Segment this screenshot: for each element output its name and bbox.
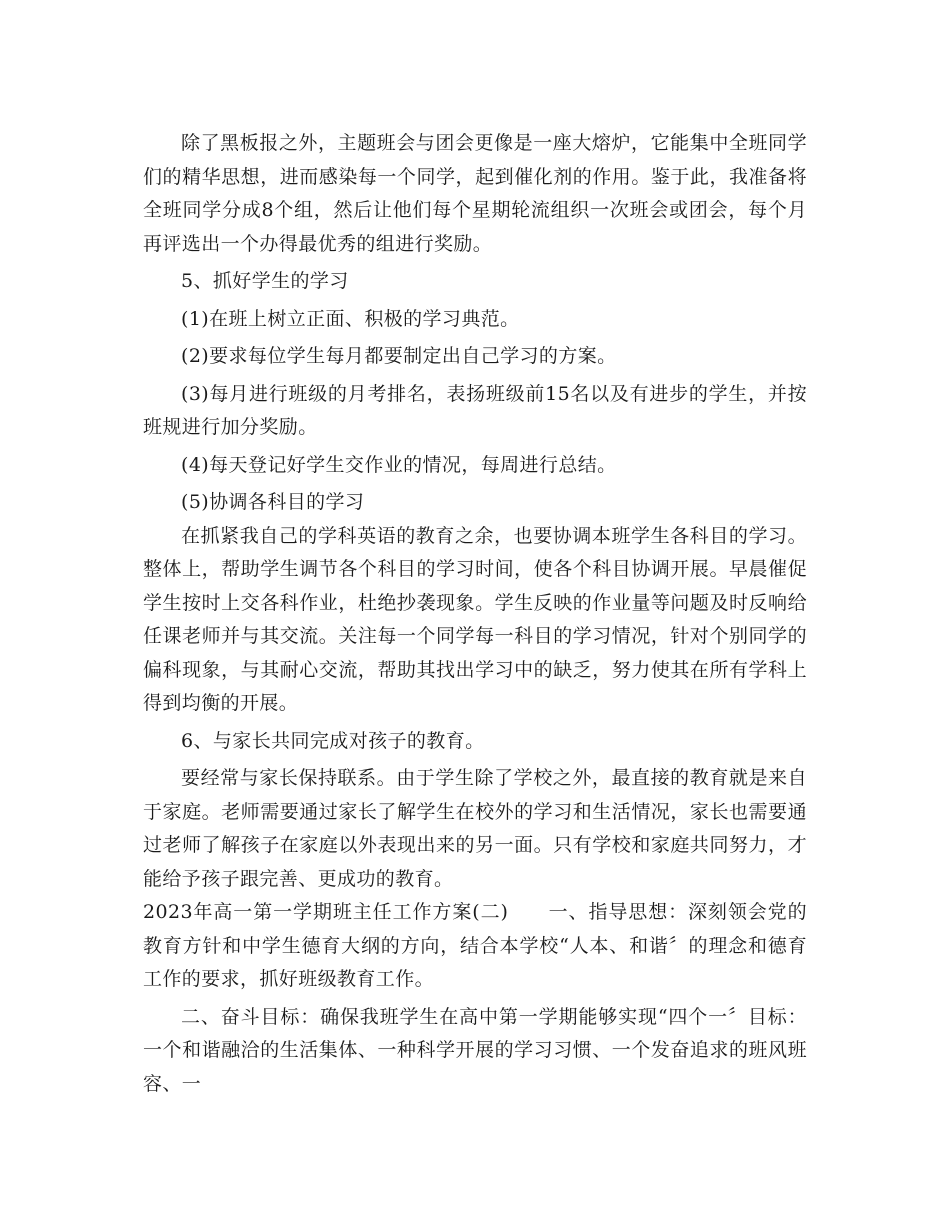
paragraph-theme-class-meeting: 除了黑板报之外，主题班会与团会更像是一座大熔炉，它能集中全班同学们的精华思想，进而感染每一个同学，起到催化剂的作用。鉴于此，我准备将全班同学分成8个组，然后让他们每个星期轮流组织一次班会或团会，每个月再评选出一个办得最优秀的组进行奖励。 [143, 132, 807, 255]
list-item-study-1: (1)在班上树立正面、积极的学习典范。 [181, 307, 520, 330]
paragraph-plan-two-guiding-thought: 2023年高一第一学期班主任工作方案(二) 一、指导思想：深刻领会党的教育方针和中学生德育大纲的方向，结合本学校“人本、和谐〞的理念和德育工作的要求，抓好班级教育工作。 [143, 901, 807, 990]
list-item-study-5: (5)协调各科目的学习 [181, 491, 365, 513]
section-heading-study: 5、抓好学生的学习 [181, 270, 349, 292]
list-item-study-4: (4)每天登记好学生交作业的情况，每周进行总结。 [181, 453, 617, 476]
document-body [143, 127, 807, 1101]
section-heading-parents: 6、与家长共同完成对孩子的教育。 [181, 729, 485, 752]
paragraph-goals: 二、奋斗目标：确保我班学生在高中第一学期能够实现“四个一〞目标：一个和谐融洽的生活集体、一种科学开展的学习习惯、一个发奋追求的班风班容、一 [143, 1005, 807, 1095]
paragraph-parents-contact: 要经常与家长保持联系。由于学生除了学校之外，最直接的教育就是来自于家庭。老师需要通过家长了解学生在校外的学习和生活情况，家长也需要通过老师了解孩子在家庭以外表现出来的另一面。只有学校和家庭共同努力，才能给予孩子跟完善、更成功的教育。 [143, 767, 807, 890]
list-item-study-3: (3)每月进行班级的月考排名，表扬班级前15名以及有进步的学生，并按班规进行加分奖励。 [143, 382, 807, 438]
paragraph-coordinate-subjects: 在抓紧我自己的学科英语的教育之余，也要协调本班学生各科目的学习。整体上，帮助学生调节各个科目的学习时间，使各个科目协调开展。早晨催促学生按时上交各科作业，杜绝抄袭现象。学生反映的作业量等问题及时反响给任课老师并与其交流。关注每一个同学每一科目的学习情况，针对个别同学的偏科现象，与其耐心交流，帮助其找出学习中的缺乏，努力使其在所有学科上得到均衡的开展。 [143, 524, 807, 714]
list-item-study-2: (2)要求每位学生每月都要制定出自己学习的方案。 [181, 345, 617, 367]
